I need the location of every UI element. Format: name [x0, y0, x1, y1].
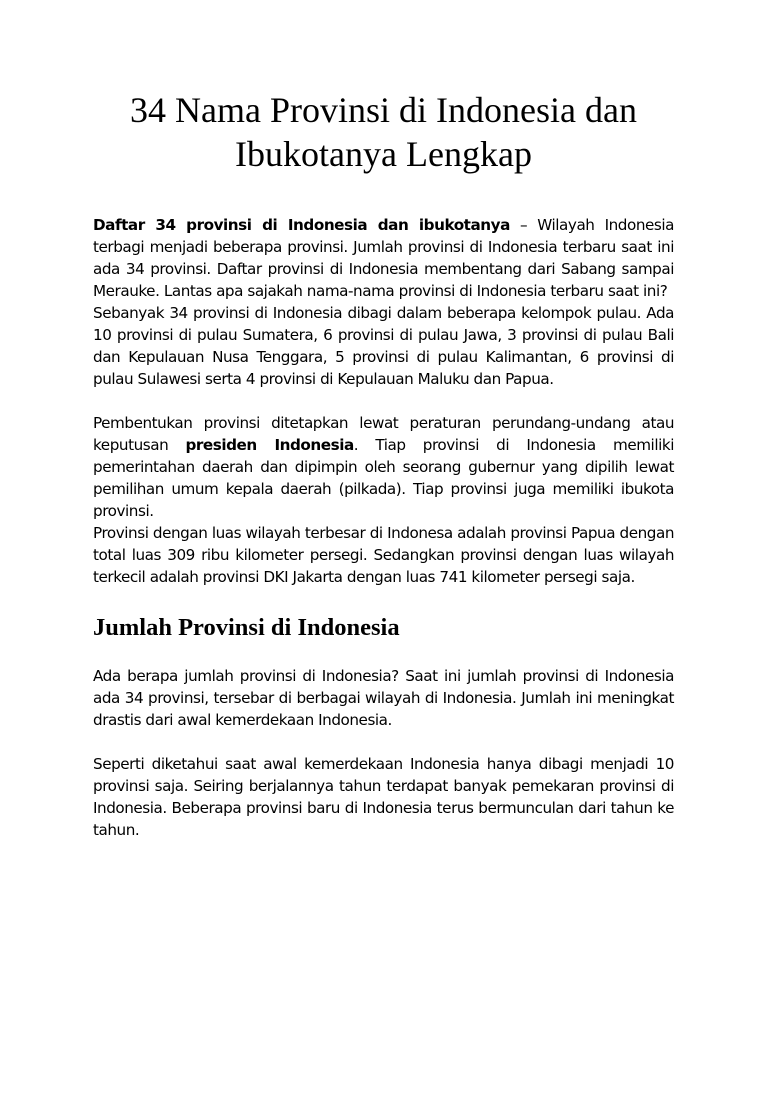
- document-title: 34 Nama Provinsi di Indonesia dan Ibukotanya Lengkap: [130, 90, 637, 174]
- formation-text-before: Pembentukan provinsi ditetapkan lewat peraturan perundang-undang atau keputusan: [93, 414, 674, 454]
- document-page: [0, 88, 768, 1112]
- paragraph-province-groups: Sebanyak 34 provinsi di Indonesia dibagi dalam beberapa kelompok pulau. Ada 10 provinsi di pulau Sumatera, 6 provinsi di pulau Jawa, 3 provinsi di pulau Bali dan Kepulauan Nusa Tenggara, 5 provinsi di pulau Kalimantan, 6 provinsi di pulau Sulawesi serta 4 provinsi di Kepulauan Maluku dan Papua.: [93, 304, 674, 388]
- paragraph-intro: [93, 214, 674, 302]
- paragraph-history: Seperti diketahui saat awal kemerdekaan Indonesia hanya dibagi menjadi 10 provinsi saja. Seiring berjalannya tahun terdapat banyak pemekaran provinsi di Indonesia. Beberapa provinsi baru di Indonesia terus bermunculan dari tahun ke tahun.: [93, 755, 674, 839]
- paragraph-formation: [93, 412, 674, 522]
- formation-text-after: . Tiap provinsi di Indonesia memiliki pemerintahan daerah dan dipimpin oleh seorang gubernur yang dipilih lewat pemilihan umum kepala daerah (pilkada). Tiap provinsi juga memiliki ibukota provinsi.: [93, 436, 674, 520]
- paragraph-area: Provinsi dengan luas wilayah terbesar di Indonesa adalah provinsi Papua dengan total luas 309 ribu kilometer persegi. Sedangkan provinsi dengan luas wilayah terkecil adalah provinsi DKI Jakarta dengan luas 741 kilometer persegi saja.: [93, 524, 674, 586]
- intro-text: – Wilayah Indonesia terbagi menjadi beberapa provinsi. Jumlah provinsi di Indonesia terbaru saat ini ada 34 provinsi. Daftar provinsi di Indonesia membentang dari Sabang sampai Merauke. Lantas apa sajakah nama-nama provinsi di Indonesia terbaru saat ini?: [93, 216, 675, 300]
- formation-bold-phrase: presiden Indonesia: [185, 436, 354, 454]
- section-heading: Jumlah Provinsi di Indonesia: [93, 614, 400, 641]
- intro-bold-phrase: Daftar 34 provinsi di Indonesia dan ibukotanya: [93, 216, 510, 234]
- paragraph-count: Ada berapa jumlah provinsi di Indonesia? Saat ini jumlah provinsi di Indonesia ada 34 provinsi, tersebar di berbagai wilayah di Indonesia. Jumlah ini meningkat drastis dari awal kemerdekaan Indonesia.: [93, 667, 674, 729]
